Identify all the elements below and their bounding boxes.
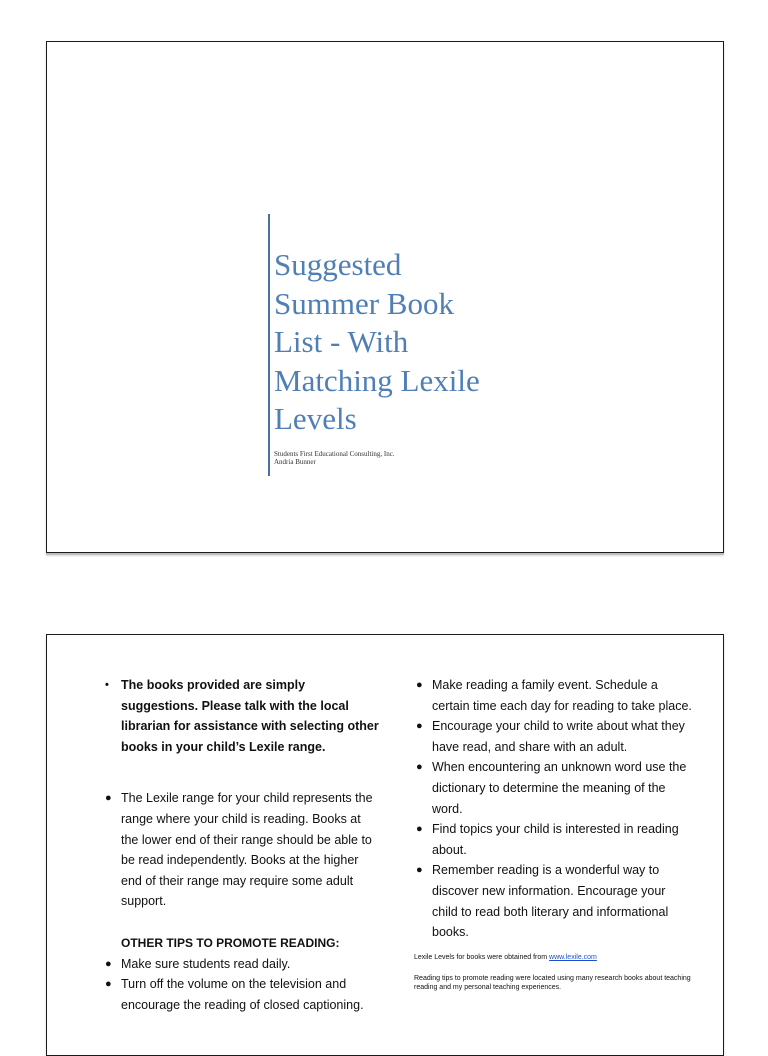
list-item-text: Find topics your child is interested in reading about. — [432, 822, 679, 857]
tips-page — [46, 634, 724, 1056]
bullet-icon: ● — [105, 957, 112, 970]
list-item-text: When encountering an unknown word use the dictionary to determine the meaning of the word. — [432, 760, 687, 816]
list-item-text: Make reading a family event. Schedule a certain time each day for reading to take place. — [432, 678, 692, 713]
cover-title-line: List - With — [274, 324, 409, 359]
bullet-icon: ● — [105, 978, 112, 991]
cover-title-line: Suggested — [274, 247, 402, 282]
list-item — [103, 954, 381, 975]
bullet-icon: ● — [416, 864, 423, 877]
bullet-icon: ● — [105, 792, 112, 805]
list-item-text: Make sure students read daily. — [121, 956, 291, 971]
left-column — [103, 675, 381, 1015]
list-item — [103, 675, 381, 757]
cover-vertical-rule — [268, 214, 270, 476]
list-item — [414, 716, 692, 757]
bullet-icon: ● — [416, 720, 423, 733]
cover-organization: Students First Educational Consulting, Inc. — [274, 450, 395, 458]
cover-author: Andria Bunner — [274, 458, 316, 466]
cover-title-line: Levels — [274, 401, 357, 436]
bullet-icon: ● — [416, 823, 423, 836]
tips-credit: Reading tips to promote reading were located using many research books about teaching reading and my personal teaching experiences. — [414, 974, 691, 991]
lexile-credit — [414, 953, 692, 962]
list-item — [414, 675, 692, 716]
cover-page — [46, 41, 724, 553]
list-item-text: Turn off the volume on the television and encourage the reading of closed captioning. — [121, 977, 364, 1012]
lexile-credit-text: Lexile Levels for books were obtained from — [414, 953, 550, 961]
list-item-text: Remember reading is a wonderful way to discover new information. Encourage your child to read both literary and informational books. — [432, 863, 669, 940]
right-column — [414, 675, 692, 992]
bullet-icon: • — [105, 679, 109, 691]
bullet-icon: ● — [416, 761, 423, 774]
list-item — [103, 788, 381, 912]
cover-title-line: Matching Lexile — [274, 362, 480, 398]
cover-title-line: Summer Book — [274, 285, 454, 321]
list-item — [103, 974, 381, 1015]
list-item-text: The Lexile range for your child represents the range where your child is reading. Books at the lower end of their range should be able to be read independently. Books at the higher end of their range may require some adult support. — [121, 791, 373, 909]
list-item — [414, 757, 692, 819]
cover-subtitle — [274, 450, 395, 466]
list-item-text: Encourage your child to write about what they have read, and share with an adult. — [432, 719, 685, 754]
cover-title — [274, 246, 534, 439]
tips-heading: OTHER TIPS TO PROMOTE READING: — [121, 935, 340, 950]
list-item — [414, 819, 692, 860]
bullet-icon: ● — [416, 679, 423, 691]
list-item — [414, 860, 692, 942]
list-item-text: The books provided are simply suggestions. Please talk with the local librarian for assistance with selecting other books in your child’s Lexile range. — [121, 678, 379, 754]
lexile-link[interactable]: www.lexile.com — [549, 953, 597, 961]
